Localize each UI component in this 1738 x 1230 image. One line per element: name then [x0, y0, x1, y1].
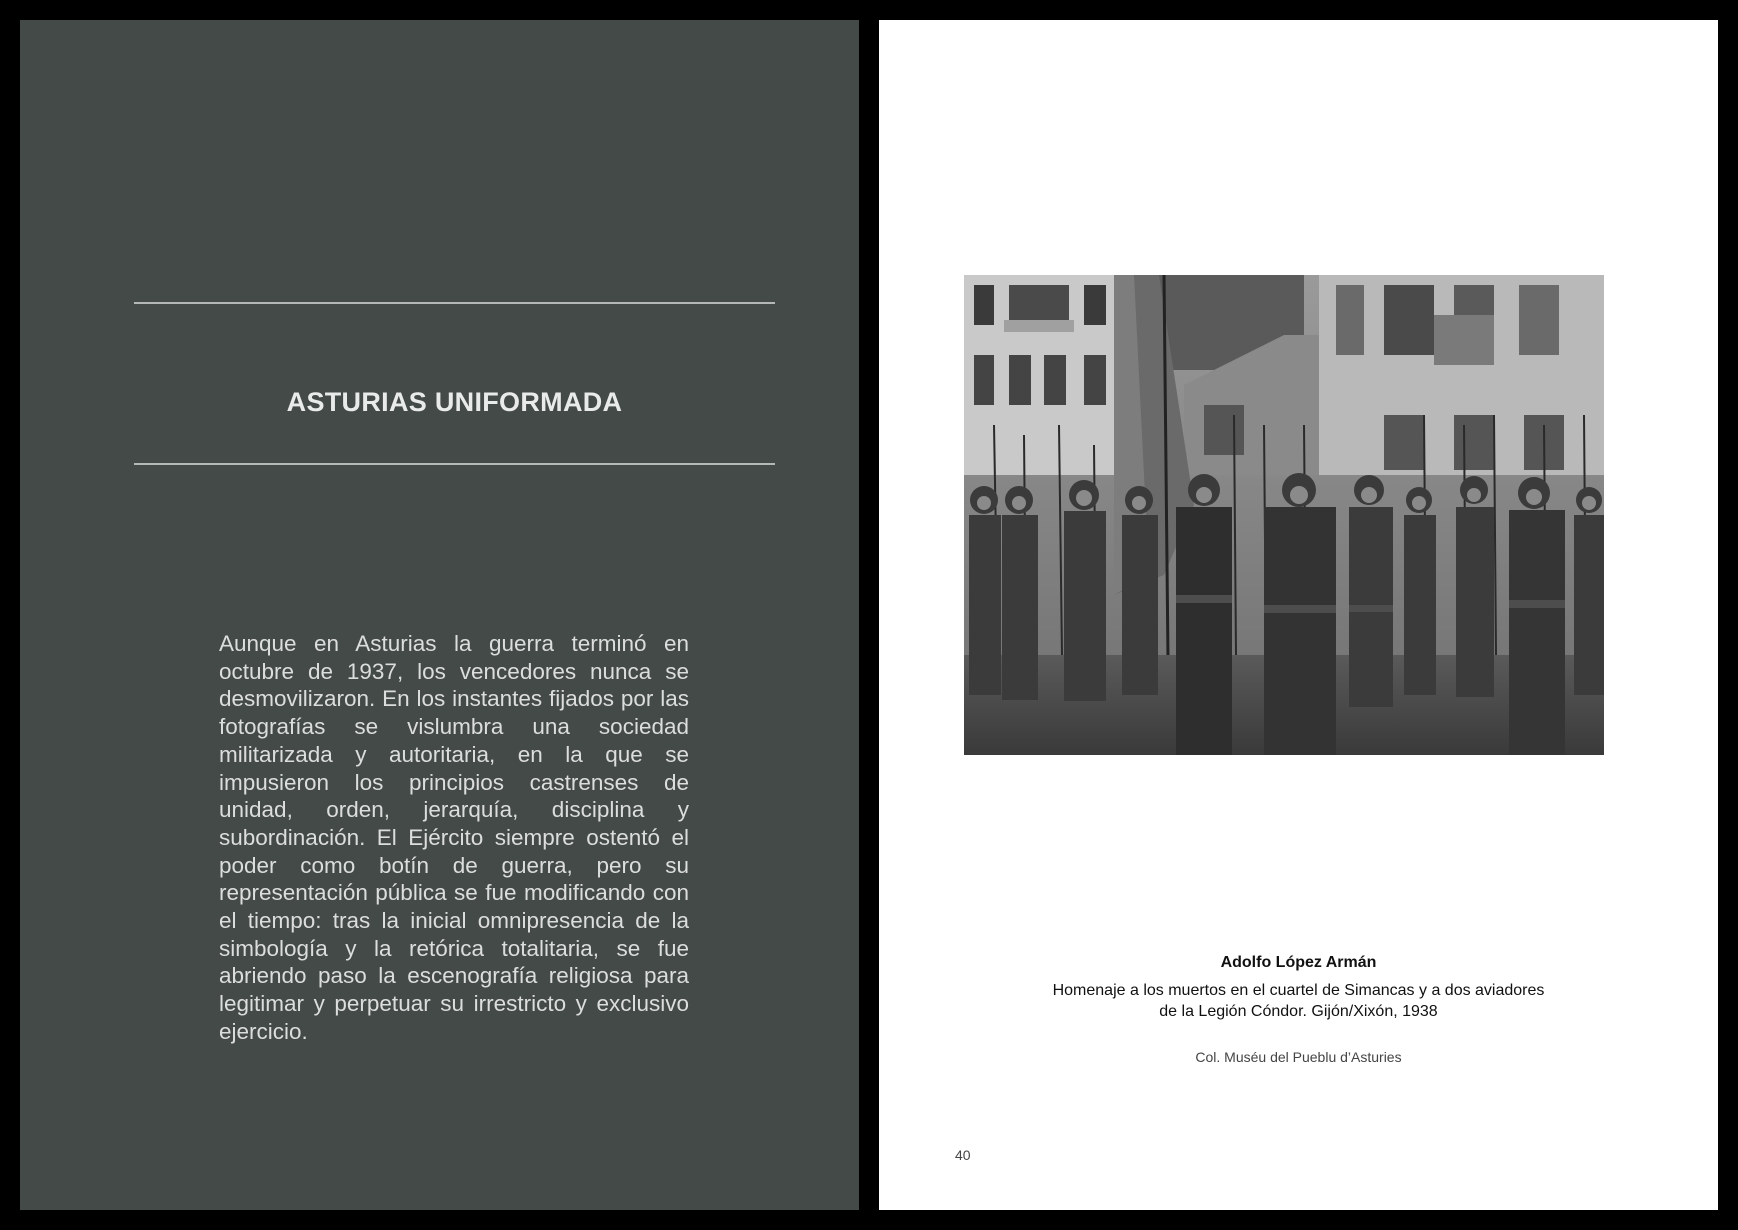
photo-description-line2: de la Legión Cóndor. Gijón/Xixón, 1938 — [1159, 1003, 1438, 1020]
right-page — [879, 20, 1718, 1210]
right-building — [1319, 275, 1604, 475]
photo-description-line1: Homenaje a los muertos en el cuartel de Simancas y a dos aviadores — [1052, 982, 1545, 999]
left-page — [20, 20, 859, 1210]
left-building — [964, 275, 1124, 475]
historical-photo — [964, 275, 1604, 755]
title-top-rule — [134, 302, 775, 304]
photo-description — [879, 980, 1718, 1022]
page-number: 40 — [955, 1147, 971, 1163]
photo-author: Adolfo López Armán — [1220, 954, 1377, 971]
intro-paragraph: Aunque en Asturias la guerra terminó en octubre de 1937, los vencedores nunca se desmovilizaron. En los instantes fijados por las fotografías se vislumbra una sociedad militarizada y autoritaria, en la que se impusieron los principios castrenses de unidad, orden, jerarquía, disciplina y subordinación. El Ejército siempre ostentó el poder como botín de guerra, pero su representación pública se fue modificando con el tiempo: tras la inicial omnipresencia de la simbología y la retórica totalitaria, se fue abriendo paso la escenografía religiosa para legitimar y perpetuar su irrestricto y exclusivo ejercicio. — [219, 631, 689, 1044]
photo-collection-credit: Col. Muséu del Pueblu d’Asturies — [1195, 1049, 1402, 1065]
section-title: ASTURIAS UNIFORMADA — [286, 387, 623, 417]
title-bottom-rule — [134, 463, 775, 465]
